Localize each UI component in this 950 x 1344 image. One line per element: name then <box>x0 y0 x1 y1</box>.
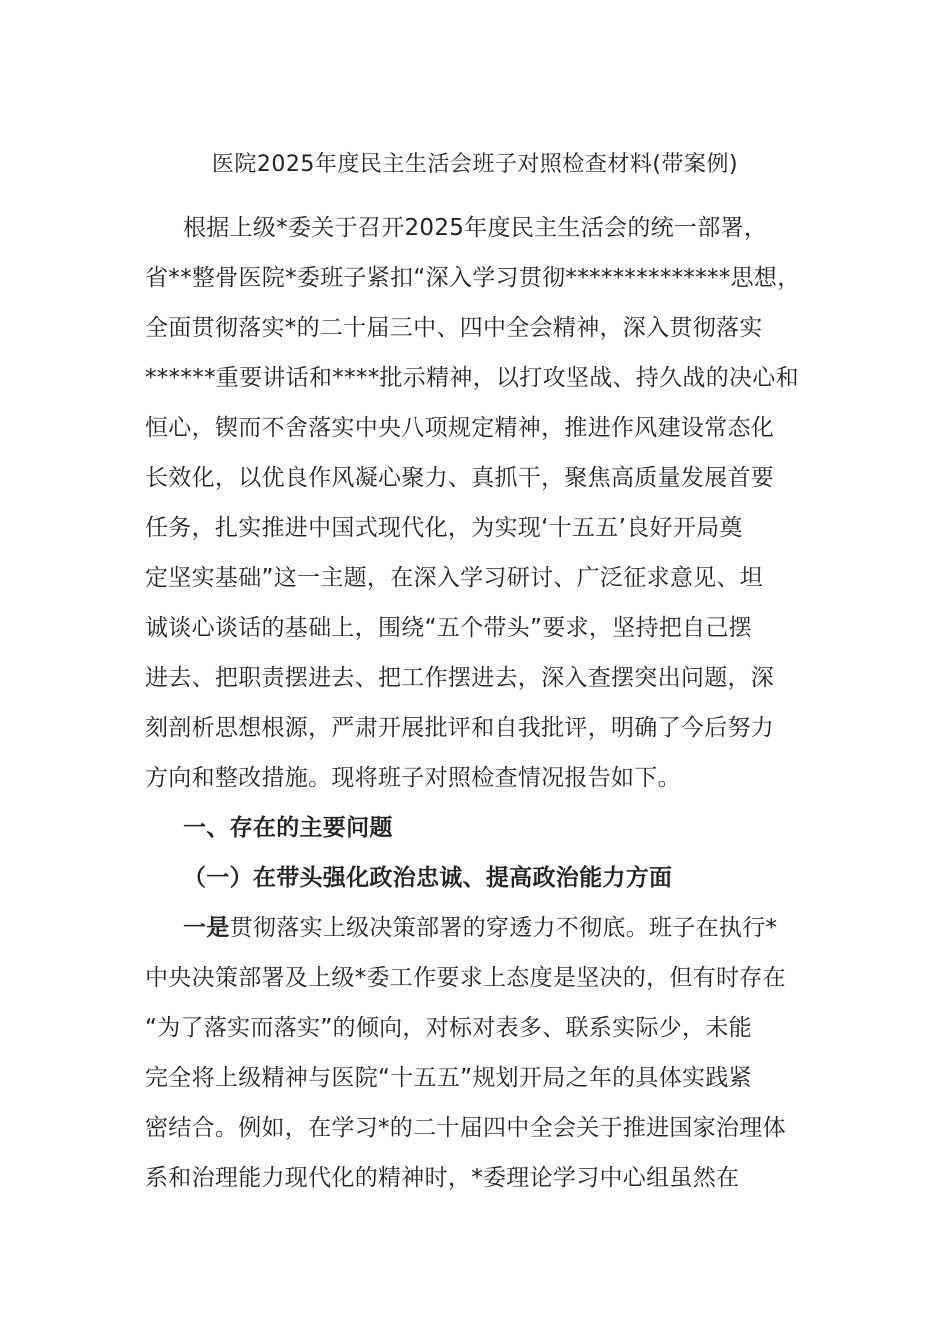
paragraph-line: 根据上级*委关于召开2025年度民主生活会的统一部署， <box>183 215 768 241</box>
paragraph-line: 刻剖析思想根源，严肃开展批评和自我批评，明确了今后努力 <box>145 715 775 741</box>
paragraph-line: “为了落实而落实”的倾向，对标对表多、联系实际少，未能 <box>145 1015 752 1041</box>
paragraph-line: 省**整骨医院*委班子紧扣“深入学习贯彻**************思想， <box>145 265 801 291</box>
paragraph-line: 全面贯彻落实*的二十届三中、四中全会精神，深入贯彻落实 <box>145 315 763 341</box>
paragraph-line: 诚谈心谈话的基础上，围绕“五个带头”要求，坚持把自己摆 <box>145 615 752 641</box>
paragraph-line: 系和治理能力现代化的精神时，*委理论学习中心组虽然在 <box>145 1165 740 1191</box>
subsection-heading: （一）在带头强化政治忠诚、提高政治能力方面 <box>183 865 673 891</box>
paragraph-line: 进去、把职责摆进去、把工作摆进去，深入查摆突出问题，深 <box>145 665 775 691</box>
point-lead: 一是 <box>183 915 230 941</box>
paragraph-line: 定坚实基础”这一主题，在深入学习研讨、广泛征求意见、坦 <box>145 565 764 591</box>
section-heading: 一、存在的主要问题 <box>183 815 393 841</box>
paragraph-line: ******重要讲话和****批示精神，以打攻坚战、持久战的决心和 <box>145 365 799 391</box>
point-first-line <box>183 911 777 945</box>
document-title: 医院2025年度民主生活会班子对照检查材料(带案例) <box>211 152 739 177</box>
paragraph-line: 密结合。例如，在学习*的二十届四中全会关于推进国家治理体 <box>145 1115 786 1141</box>
paragraph-line: 任务，扎实推进中国式现代化，为实现‘十五五’良好开局奠 <box>145 515 743 541</box>
paragraph-line: 中央决策部署及上级*委工作要求上态度是坚决的，但有时存在 <box>145 965 786 991</box>
paragraph-line: 长效化，以优良作风凝心聚力、真抓干，聚焦高质量发展首要 <box>145 465 775 491</box>
point-text: 贯彻落实上级决策部署的穿透力不彻底。班子在执行* <box>229 915 778 941</box>
paragraph-line: 恒心，锲而不舍落实中央八项规定精神，推进作风建设常态化 <box>145 415 775 441</box>
paragraph-line: 完全将上级精神与医院“十五五”规划开局之年的具体实践紧 <box>145 1065 752 1091</box>
paragraph-line: 方向和整改措施。现将班子对照检查情况报告如下。 <box>145 765 681 791</box>
